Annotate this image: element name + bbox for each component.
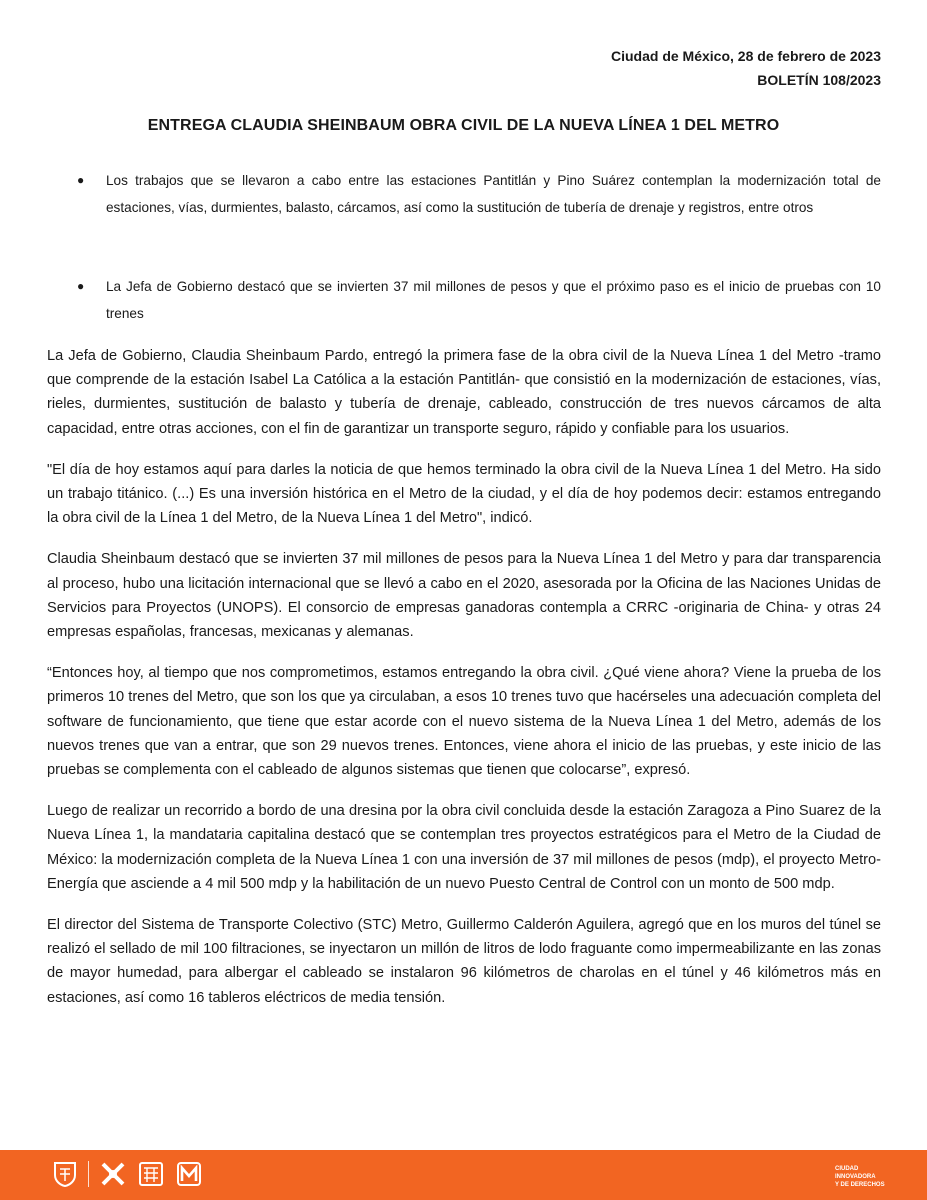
paragraph: "El día de hoy estamos aquí para darles la noticia de que hemos terminado la obra civil de la Nueva Línea 1 del Metro. Ha sido un trabajo titánico. (...) Es una inversión histórica en el Metro de la ciudad, y el día de hoy podemos decir: estamos entregando la obra civil de la Línea 1 del Metro, de la Nueva Línea 1 del Metro", indicó. [47, 461, 881, 527]
footer-slogan [835, 1165, 887, 1189]
paragraph: La Jefa de Gobierno, Claudia Sheinbaum Pardo, entregó la primera fase de la obra civil de la Nueva Línea 1 del Metro -tramo que comprende de la estación Isabel La Católica a la estación Pantitlán- que consistió en la modernización de estaciones, vías, rieles, durmientes, sustitución de balasto y tubería de drenaje, cableado, construcción de tres nuevos cárcamos de alta capacidad, entre otras acciones, con el fin de garantizar un transporte seguro, rápido y confiable para los usuarios. [47, 348, 881, 437]
bullet-text: Los trabajos que se llevaron a cabo entre las estaciones Pantitlán y Pino Suárez contemplan la modernización total de estaciones, vías, durmientes, balasto, cárcamos, así como la sustitución de tubería de drenaje y registros, entre otros [106, 173, 881, 215]
metro-logo-icon [175, 1160, 203, 1188]
paragraph: El director del Sistema de Transporte Colectivo (STC) Metro, Guillermo Calderón Aguilera, agregó que en los muros del túnel se realizó el sellado de mil 100 filtraciones, se inyectaron un millón de litros de lodo fraguante como impermeabilizante en las zonas de mayor humedad, para albergar el cableado se instalaron 96 kilómetros de charolas en el túnel y 46 kilómetros más en estaciones, así como 16 tableros eléctricos de media tensión. [47, 917, 881, 1006]
slogan-line: Y DE DERECHOS [835, 1182, 885, 1188]
government-emblem-icon [99, 1160, 127, 1188]
city-shield-icon [52, 1160, 78, 1188]
bullet-item [77, 273, 881, 327]
document-title: ENTREGA CLAUDIA SHEINBAUM OBRA CIVIL DE LA NUEVA LÍNEA 1 DEL METRO [147, 117, 780, 134]
footer-logos [52, 1160, 203, 1188]
slogan-line: CIUDAD INNOVADORA [835, 1166, 876, 1180]
bullet-item [77, 167, 881, 221]
paragraph: “Entonces hoy, al tiempo que nos comprometimos, estamos entregando la obra civil. ¿Qué viene ahora? Viene la prueba de los primeros 10 trenes del Metro, que son los que ya circulaban, a esos 10 trenes tuvo que hacérseles una adecuación completa del software de funcionamiento, que tiene que estar acorde con el nuevo sistema de la Nueva Línea 1 del Metro, además de los nuevos trenes que van a entrar, que son 29 nuevos trenes. Entonces, viene ahora el inicio de las pruebas, y este inicio de las pruebas se complementa con el cableado de algunos sistemas que tienen que colocarse”, expresó. [47, 665, 881, 779]
place-date: Ciudad de México, 28 de febrero de 2023 [611, 48, 881, 64]
document-header [611, 44, 881, 92]
logo-divider [88, 1161, 89, 1187]
footer-bar [0, 1150, 927, 1200]
bullet-icon: ● [77, 173, 85, 187]
bullet-icon: ● [77, 279, 85, 293]
paragraph: Claudia Sheinbaum destacó que se invierten 37 mil millones de pesos para la Nueva Línea 1 del Metro y para dar transparencia al proceso, hubo una licitación internacional que se llevó a cabo en el 2020, asesorada por la Oficina de las Naciones Unidas de Servicios para Proyectos (UNOPS). El consorcio de empresas ganadoras contempla a CRRC -originaria de China- y otras 24 empresas españolas, francesas, mexicanas y alemanas. [47, 551, 881, 641]
paragraph: Luego de realizar un recorrido a bordo de una dresina por la obra civil concluida desde la estación Zaragoza a Pino Suarez de la Nueva Línea 1, la mandataria capitalina destacó que se contemplan tres proyectos estratégicos para el Metro de la Ciudad de México: la modernización completa de la Nueva Línea 1 con una inversión de 37 mil millones de pesos (mdp), el proyecto Metro-Energía que asciende a 4 mil 500 mdp y la habilitación de un nuevo Puesto Central de Control con un monto de 500 mdp. [47, 803, 881, 892]
bulletin-number: BOLETÍN 108/2023 [757, 72, 881, 88]
mexico-city-glyph-icon [137, 1160, 165, 1188]
bullet-text: La Jefa de Gobierno destacó que se invierten 37 mil millones de pesos y que el próximo paso es el inicio de pruebas con 10 trenes [106, 279, 881, 321]
article-body [47, 344, 881, 1027]
